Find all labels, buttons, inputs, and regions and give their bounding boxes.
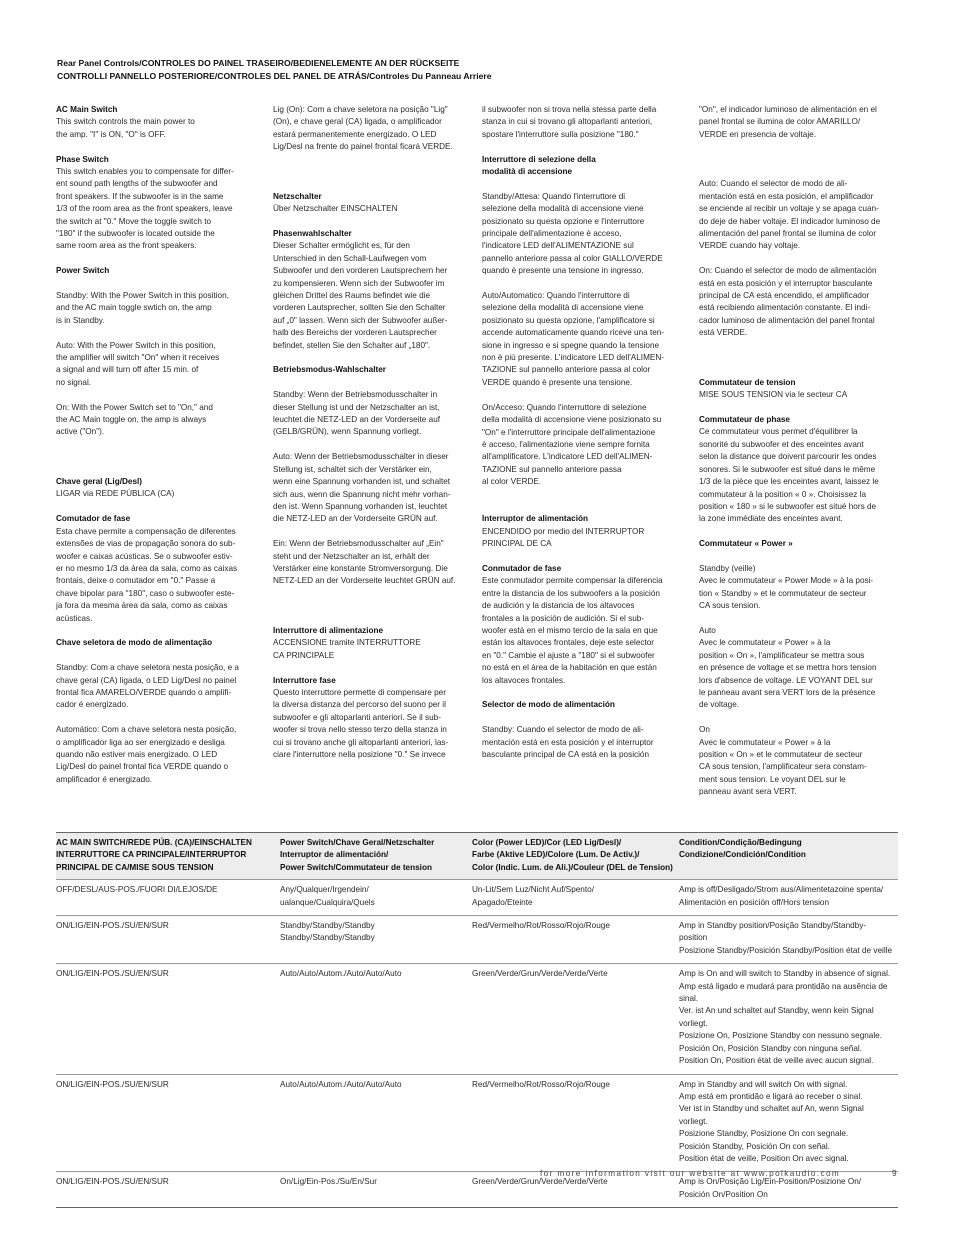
table-cell: ON/LIG/EIN-POS./SU/EN/SUR xyxy=(56,916,280,964)
page-header xyxy=(57,57,492,83)
section-heading: Interruttore di alimentazione xyxy=(273,625,384,635)
section-heading: Phasenwahlschalter xyxy=(273,229,352,239)
header-line-2: CONTROLLI PANNELLO POSTERIORE/CONTROLES DEL PANEL DE ATRÁS/Controles Du Panneau Arriere xyxy=(57,71,492,81)
section-interruttore-alimentazione xyxy=(273,625,471,662)
table-cell: Un-Lit/Sem Luz/Nicht Auf/Spento/ Apagado/Eteinte xyxy=(472,880,679,916)
column-1 xyxy=(56,104,254,799)
header-line-1: Rear Panel Controls/CONTROLES DO PAINEL TRASEIRO/BEDIENELEMENTE AN DER RÜCKSEITE xyxy=(57,58,460,68)
section-phasenwahlschalter xyxy=(273,228,471,352)
section-body: Über Netzschalter EINSCHALTEN xyxy=(273,204,398,214)
section-interruttore-fase xyxy=(273,675,471,762)
section-heading: Selector de modo de alimentación xyxy=(482,700,615,710)
section-conmutador-fase xyxy=(482,563,680,687)
section-heading: Interruttore fase xyxy=(273,675,336,685)
section-heading: Commutateur « Power » xyxy=(699,539,793,549)
table-cell: Standby/Standby/Standby Standby/Standby/Standby xyxy=(280,916,472,964)
column-3 xyxy=(482,104,680,774)
section-heading: Netzschalter xyxy=(273,191,322,201)
table-row xyxy=(56,880,898,916)
section-body: ENCENDIDO por medio del INTERRUPTOR PRINCIPAL DE CA xyxy=(482,526,645,549)
footer-website-note: for more information visit our website at www.polkaudio.com xyxy=(540,1169,841,1178)
column-2 xyxy=(273,104,471,774)
section-heading: Chave geral (Lig/Desl) xyxy=(56,477,142,487)
paragraph: Auto: Wenn der Betriebsmodusschalter in dieser Stellung ist, schaltet sich der Verstärker ein, wenn eine Spannung vorhanden ist, und schaltet sich aus, wenn die Spannung nicht mehr vorhan- den ist. Wenn Spannung vorhanden ist, leuchtet die NETZ-LED an der Vorderseite GRÜN auf. xyxy=(273,452,451,524)
table-cell: Red/Vermelho/Rot/Rosso/Rojo/Rouge xyxy=(472,916,679,964)
paragraph: Standby (veille) Avec le commutateur « Power Mode » à la posi- tion « Standby » et le commutateur de secteur CA sous tension. xyxy=(699,563,874,611)
table-row xyxy=(56,1074,898,1172)
paragraph: Auto: With the Power Switch in this position, the amplifier will switch "On" when it receives a signal and will turn off after 15 min. of no signal. xyxy=(56,340,220,387)
section-heading: Phase Switch xyxy=(56,154,109,164)
section-heading: Commutateur de phase xyxy=(699,415,790,425)
section-power-switch xyxy=(56,265,254,277)
paragraph: On: Cuando el selector de modo de alimentación está en esta posición y el interruptor basculante principal de CA está encendido, el amplificador está recibiendo alimentación constante. El indi- cador luminoso de alimentación del panel frontal está VERDE. xyxy=(699,266,877,338)
paragraph: Ein: Wenn der Betriebsmodusschalter auf „Ein" steht und der Netzschalter an ist, erhält der Verstärker eine konstante Stromversorgung. Die NETZ-LED an der Vorderseite leuchtet GRÜN auf. xyxy=(273,539,456,586)
table-cell: Amp is On and will switch to Standby in absence of signal. Amp está ligado e mudará para prontidão na ausência de sinal. Ver. ist An und schaltet auf Standby, wenn kein Signal vorliegt. Posizione On, Posizione Standby con nessuno segnale. Posición On, Posición Standby con ninguna señal. Position On, Position état de veille avec aucun signal. xyxy=(679,964,898,1074)
paragraph: Auto Avec le commutateur « Power » à la position « On », l'amplificateur se mettra sous en présence de voltage et se mettra hors tension lors d'absence de voltage. LE VOYANT DEL sur le panneau avant sera VERT lors de la présence de voltage. xyxy=(699,625,877,710)
section-chave-seletora xyxy=(56,637,254,649)
paragraph: Standby: Com a chave seletora nesta posição, e a chave geral (CA) ligada, o LED Lig/Desl no painel frontal fica AMARELO/VERDE quando o amplifi- cador é energizado. xyxy=(56,663,239,710)
section-heading: Power Switch xyxy=(56,266,110,276)
paragraph: On Avec le commutateur « Power » à la position « On » et le commutateur de secteur CA sous tension, l'amplificateur sera constam- ment sous tension. Le voyant DEL sur le panneau avant sera VERT. xyxy=(699,725,867,797)
table-cell: Any/Qualquer/Irgendein/ ualanque/Cualquira/Quels xyxy=(280,880,472,916)
table-cell: Amp is off/Desligado/Strom aus/Alimentetazoine spenta/ Alimentación en posición off/Hors tension xyxy=(679,880,898,916)
section-netzschalter xyxy=(273,191,471,216)
section-chave-geral xyxy=(56,476,254,501)
section-selector-modo xyxy=(482,699,680,711)
paragraph: Automático: Com a chave seletora nesta posição, o amplificador liga ao ser energizado e desliga quando não estiver mais energizado. O LED Lig/Desl do painel frontal fica VERDE quando o amplificador é energizado. xyxy=(56,725,237,784)
paragraph: On/Acceso: Quando l'interruttore di selezione della modalità di accensione viene posizionato su "On" e l'interruttore principale dell'alimentazione è acceso, l'alimentazione viene sempre fornita all'amplificatore. L'indicatore LED dell'ALIMEN- TAZIONE sul pannello anteriore passa al color VERDE. xyxy=(482,402,662,487)
section-heading: Commutateur de tension xyxy=(699,377,796,387)
column-4 xyxy=(699,104,897,811)
section-body: Dieser Schalter ermöglicht es, für den Unterschied in den Schall-Laufwegen vom Subwoofer und den vorderen Lautsprechern her zu kompensieren. Wenn sich der Subwoofer im gleichen Drittel des Raums befindet wie die vorderen Lautsprecher, sollten Sie den Schalter auf „0" lassen. Wenn sich der Subwoofer außer- halb des Bereichs der vorderen Lautsprecher befindet, stellen Sie den Schalter auf „180". xyxy=(273,241,448,350)
table-cell: Amp in Standby and will switch On with signal. Amp está em prontidão e ligará ao receber o sinal. Ver ist in Standby und schaltet auf An, wenn Signal vorliegt. Posizione Standby, Posizione On con segnale. Posición Standby, Posición On con señal. Position état de veille, Position On avec signal. xyxy=(679,1074,898,1172)
section-heading: Conmutador de fase xyxy=(482,563,562,573)
section-betriebsmodus xyxy=(273,364,471,376)
section-body: Questo interruttore permette di compensare per la diversa distanza del percorso del suono per il subwoofer e gli altoparlanti anteriori. Se il sub- woofer si trova nello stesso terzo della stanza in cui si trovano anche gli altoparlanti anteriori, las- ciare l'interruttore nella posizione "0." Se invece xyxy=(273,687,449,759)
section-commutateur-tension xyxy=(699,377,897,402)
table-cell: Auto/Auto/Autom./Auto/Auto/Auto xyxy=(280,964,472,1074)
section-body: This switch enables you to compensate for differ- ent sound path lengths of the subwoofer and front speakers. If the subwoofer is in the same 1/3 of the room area as the front speakers, leave the switch at "0." Move the toggle switch to "180" if the subwoofer is located outside the same room area as the front speakers. xyxy=(56,167,234,251)
table-cell: ON/LIG/EIN-POS./SU/EN/SUR xyxy=(56,1172,280,1208)
header-color: Color (Power LED)/Cor (LED Lig/Desl)/ Farbe (Aktive LED)/Colore (Lum. De Activ.)/ Color (Indic. Lum. de Ali.)/Couleur (DEL de Tension) xyxy=(472,833,679,880)
section-heading: AC Main Switch xyxy=(56,105,118,114)
paragraph: il subwoofer non si trova nella stessa parte della stanza in cui si trovano gli altoparlanti anteriori, spostare l'interruttore sulla posizione "180." xyxy=(482,105,657,139)
section-body: Ce commutateur vous permet d'équilibrer la sonorité du subwoofer et des enceintes avant selon la distance que doivent parcourir les ondes sonores. Si le subwoofer est situé dans le même 1/3 de la pièce que les enceintes avant, laissez le commutateur à la position « 0 ». Choisissez la position « 180 » si le subwoofer est situé hors de la zone immédiate des enceintes avant. xyxy=(699,427,879,524)
section-heading: Interruttore di selezione della modalità di accensione xyxy=(482,154,596,177)
section-body: This switch controls the main power to the amp. "I" is ON, "O" is OFF. xyxy=(56,117,195,139)
paragraph: Standby/Attesa: Quando l'interruttore di selezione della modalità di accensione viene posizionato su questa opzione e l'interruttore principale dell'alimentazione è acceso, l'indicatore LED dell'ALIMENTAZIONE sul pannello anteriore passa al color GIALLO/VERDE quando è presente una tensione in ingresso. xyxy=(482,191,663,276)
section-body: ACCENSIONE tramite INTERRUTTORE CA PRINCIPALE xyxy=(273,638,421,660)
paragraph: On: With the Power Switch set to "On," and the AC Main toggle on, the amp is always active ("On"). xyxy=(56,402,213,437)
section-interruptor-alimentacion xyxy=(482,513,680,550)
table-header-row xyxy=(56,833,898,880)
switch-status-table xyxy=(56,832,898,1208)
table-cell: On/Lig/Ein-Pos./Su/En/Sur xyxy=(280,1172,472,1208)
paragraph: Standby: Wenn der Betriebsmodusschalter in dieser Stellung ist und der Netzschalter an ist, leuchtet die NETZ-LED an der Vorderseite auf (GELB/GRÜN), wenn Spannung vorliegt. xyxy=(273,390,441,437)
section-ac-main-switch xyxy=(56,104,254,141)
table-row xyxy=(56,916,898,964)
section-heading: Betriebsmodus-Wahlschalter xyxy=(273,365,386,375)
paragraph: Lig (On): Com a chave seletora na posição "Lig" (On), e chave geral (CA) ligada, o amplificador estará permanentemente energizado. O LED Lig/Desl na frente do painel frontal ficará VERDE. xyxy=(273,105,453,152)
table-cell: ON/LIG/EIN-POS./SU/EN/SUR xyxy=(56,1074,280,1172)
table-cell: Amp is On/Posição Lig/Ein-Position/Posizione On/ Posición On/Position On xyxy=(679,1172,898,1208)
paragraph: Standby: Cuando el selector de modo de ali- mentación está en esta posición y el interruptor basculante principal de CA está en la posición xyxy=(482,725,654,759)
table-row xyxy=(56,964,898,1074)
section-heading: Comutador de fase xyxy=(56,514,131,524)
header-power-switch: Power Switch/Chave Geral/Netzschalter Interruptor de alimentación/ Power Switch/Commutateur de tension xyxy=(280,833,472,880)
section-interruttore-selezione xyxy=(482,154,680,179)
table-cell: OFF/DESL/AUS-POS./FUORI DI/LEJOS/DE xyxy=(56,880,280,916)
section-body: LIGAR via REDE PÚBLICA (CA) xyxy=(56,489,175,499)
table-cell: ON/LIG/EIN-POS./SU/EN/SUR xyxy=(56,964,280,1074)
header-condition: Condition/Condição/Bedingung Condizione/Condición/Condition xyxy=(679,833,898,880)
table-cell: Auto/Auto/Autom./Auto/Auto/Auto xyxy=(280,1074,472,1172)
table-cell: Green/Verde/Grun/Verde/Verde/Verte xyxy=(472,1172,679,1208)
header-ac-main-switch: AC MAIN SWITCH/REDE PÚB. (CA)/EINSCHALTEN INTERRUTTORE CA PRINCIPALE/INTERRUPTOR PRINCIPAL DE CA/MISE SOUS TENSION xyxy=(56,833,280,880)
table-cell: Green/Verde/Grun/Verde/Verde/Verte xyxy=(472,964,679,1074)
table-cell: Amp in Standby position/Posição Standby/Standby-position Posizione Standby/Posición Standby/Position état de veille xyxy=(679,916,898,964)
paragraph: Auto/Automatico: Quando l'interruttore di selezione della modalità di accensione viene posizionato su questa opzione, l'amplificatore si accende automaticamente quando riceve una ten- sione in ingresso e si spegne quando la tensione non è più presente. L'indicatore LED dell'ALIMEN- TAZIONE sul pannello anteriore passa al color VERDE quando è presente una tensione. xyxy=(482,291,665,387)
section-comutador-fase xyxy=(56,513,254,625)
paragraph: Auto: Cuando el selector de modo de ali- mentación está en esta posición, el amplificador se enciende al recibir un voltaje y se apaga cuan- do deje de haber voltaje. El indicador luminoso de alimentación del panel frontal se ilumina de color VERDE cuando hay voltaje. xyxy=(699,179,881,251)
table-cell: Red/Vermelho/Rot/Rosso/Rojo/Rouge xyxy=(472,1074,679,1172)
section-heading: Interruptor de alimentación xyxy=(482,514,588,524)
section-phase-switch xyxy=(56,154,254,253)
section-heading: Chave seletora de modo de alimentação xyxy=(56,638,213,648)
page-number: 9 xyxy=(892,1169,897,1178)
section-body: Este conmutador permite compensar la diferencia entre la distancia de los subwoofers a la posición de audición y la distancia de los altavoces frontales a la posición de audición. Si el sub- woofer está en el mismo tercio de la sala en que están los altavoces frontales, deje este selector en "0." Cambie el ajuste a "180" si el subwoofer no está en el área de la habitación en que están los altavoces frontales. xyxy=(482,576,663,685)
section-body: MISE SOUS TENSION via le secteur CA xyxy=(699,390,848,400)
paragraph: Standby: With the Power Switch in this position, and the AC main toggle swtich on, the amp is in Standby. xyxy=(56,291,229,325)
section-body: Esta chave permite a compensação de diferentes extensões de vias de propagação sonora do sub- woofer e caixas acústicas. Se o subwoofer estiv- er no mesmo 1/3 da área da sala, como as caixas frontais, deixe o comutador em "0." Passe a chave bipolar para "180", caso o subwoofer este- ja fora da mesma área da sala, como as caixas acústicas. xyxy=(56,526,238,623)
paragraph: "On", el indicador luminoso de alimentación en el panel frontal se ilumina de color AMARILLO/ VERDE en presencia de voltaje. xyxy=(699,105,877,139)
section-commutateur-power xyxy=(699,538,897,550)
section-commutateur-phase xyxy=(699,414,897,526)
